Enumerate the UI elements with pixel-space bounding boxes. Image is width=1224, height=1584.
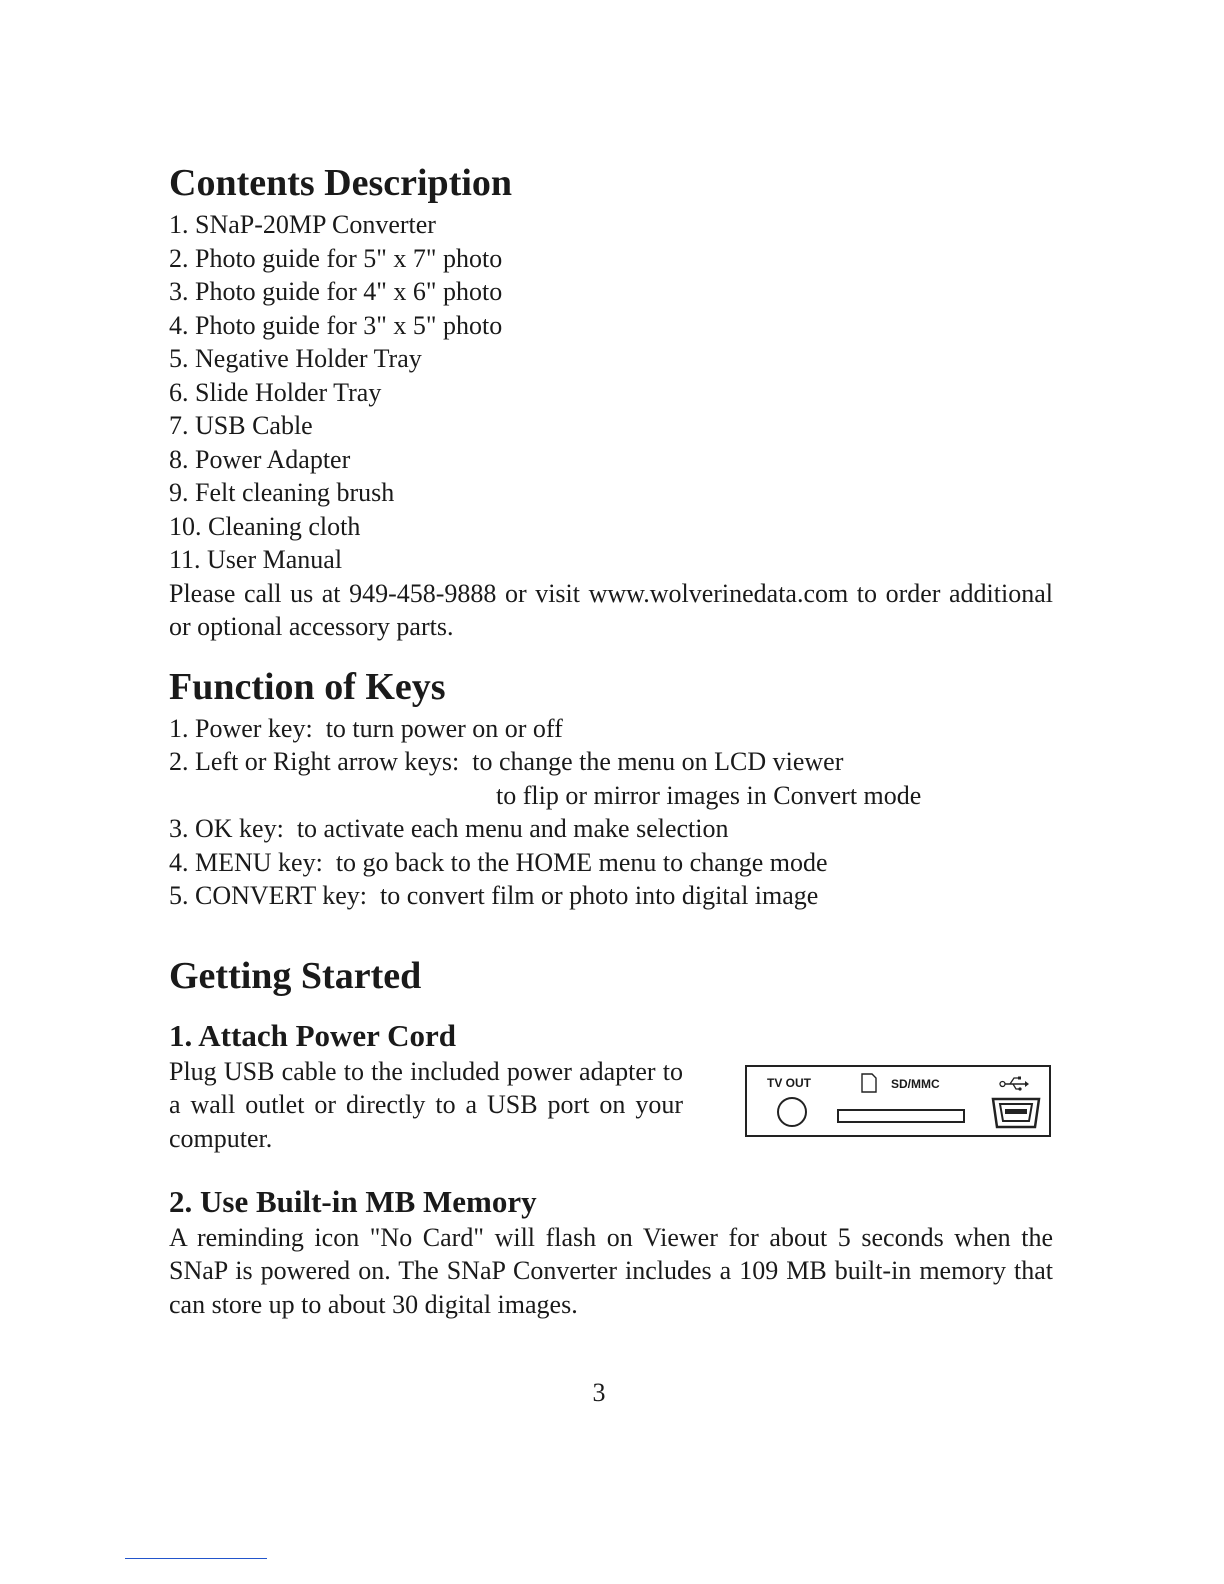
list-item: 2. Photo guide for 5" x 7" photo bbox=[169, 243, 503, 273]
key-item-power: 1. Power key: to turn power on or off bbox=[169, 713, 563, 743]
tv-out-jack bbox=[777, 1097, 807, 1127]
step1-section bbox=[169, 1055, 1053, 1165]
page-number: 3 bbox=[592, 1378, 606, 1407]
list-item: 6. Slide Holder Tray bbox=[169, 377, 382, 407]
tv-out-label: TV OUT bbox=[767, 1075, 811, 1090]
mini-usb-port bbox=[991, 1097, 1041, 1129]
key-item-ok: 3. OK key: to activate each menu and make selection bbox=[169, 814, 729, 843]
sd-card-slot bbox=[837, 1109, 965, 1123]
step2-heading: 2. Use Built-in MB Memory bbox=[169, 1183, 537, 1219]
step1-heading: 1. Attach Power Cord bbox=[169, 1017, 456, 1053]
step1-text: Plug USB cable to the included power adapter to a wall outlet or directly to a USB port on your computer. bbox=[169, 1056, 683, 1153]
step2-text: A reminding icon "No Card" will flash on Viewer for about 5 seconds when the SNaP is powered on. The SNaP Converter includes a 109 MB built-in memory that can store up to about 30 digital images. bbox=[169, 1222, 1053, 1319]
list-item: 4. Photo guide for 3" x 5" photo bbox=[169, 310, 503, 340]
sd-card-icon bbox=[861, 1073, 877, 1093]
key-item-arrows-continued: to flip or mirror images in Convert mode bbox=[496, 780, 922, 810]
footer-rule bbox=[125, 1558, 267, 1559]
contents-heading: Contents Description bbox=[169, 162, 513, 204]
order-note: Please call us at 949-458-9888 or visit www.wolverinedata.com to order additional or optional accessory parts. bbox=[169, 578, 1053, 641]
port-panel-diagram bbox=[745, 1065, 1051, 1137]
list-item: 11. User Manual bbox=[169, 545, 343, 574]
list-item: 5. Negative Holder Tray bbox=[169, 344, 422, 373]
manual-page bbox=[169, 160, 1053, 1321]
contents-list bbox=[169, 208, 1053, 644]
list-item: 8. Power Adapter bbox=[169, 444, 351, 474]
key-item-arrows: 2. Left or Right arrow keys: to change the menu on LCD viewer bbox=[169, 747, 844, 776]
list-item: 9. Felt cleaning brush bbox=[169, 478, 395, 507]
key-item-convert: 5. CONVERT key: to convert film or photo into digital image bbox=[169, 881, 819, 910]
sd-mmc-label: SD/MMC bbox=[891, 1076, 940, 1091]
list-item: 7. USB Cable bbox=[169, 411, 313, 440]
list-item: 1. SNaP-20MP Converter bbox=[169, 210, 436, 239]
list-item: 3. Photo guide for 4" x 6" photo bbox=[169, 277, 503, 306]
list-item: 10. Cleaning cloth bbox=[169, 511, 361, 541]
keys-list bbox=[169, 712, 1053, 913]
getting-started-heading: Getting Started bbox=[169, 954, 422, 997]
usb-icon bbox=[999, 1075, 1029, 1091]
keys-heading: Function of Keys bbox=[169, 665, 446, 708]
key-item-menu: 4. MENU key: to go back to the HOME menu to change mode bbox=[169, 847, 828, 877]
